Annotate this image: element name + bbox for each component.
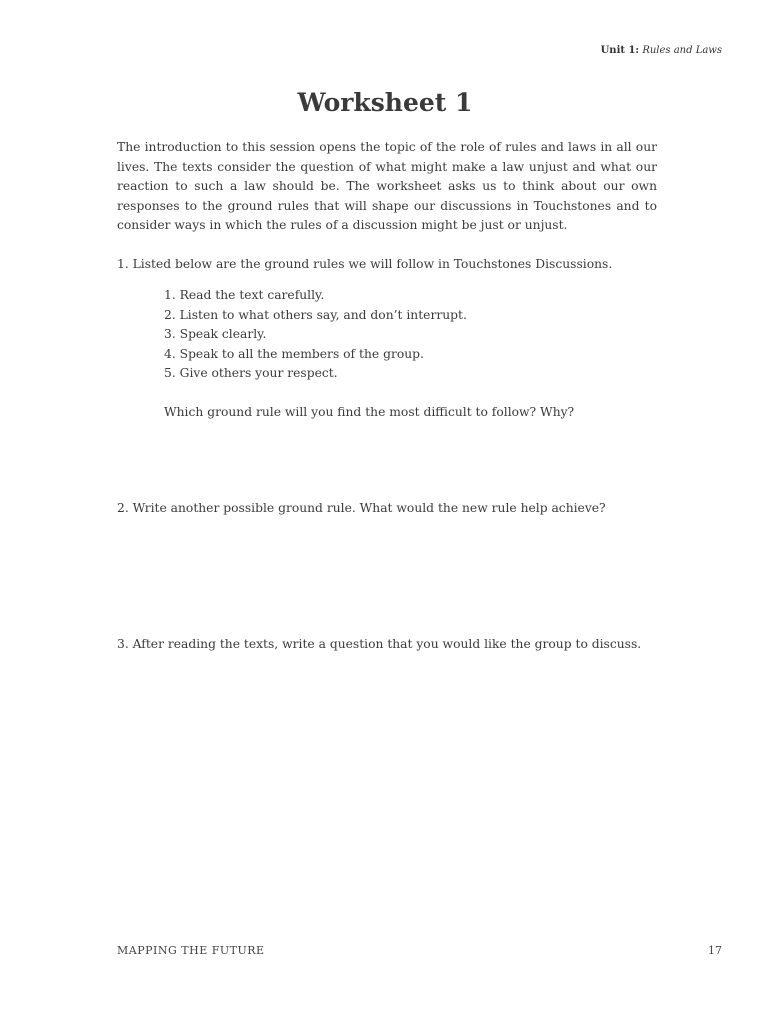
question-1-followup: Which ground rule will you find the most difficult to follow? Why? [164,405,575,419]
running-head [601,45,722,56]
page-title: Worksheet 1 [297,88,473,117]
ground-rule-item: 3. Speak clearly. [164,327,267,341]
intro-paragraph: The introduction to this session opens the topic of the role of rules and laws in all our lives. The texts consider the question of what might make a law unjust and what our reaction to such a law should be. The worksheet asks us to think about our own responses to the ground rules that will shape our discussions in Touchstones and to consider ways in which the rules of a discussion might be just or unjust. [117,140,657,232]
footer-book-title: MAPPING THE FUTURE [117,944,265,957]
question-3: 3. After reading the texts, write a question that you would like the group to discuss. [117,637,642,651]
footer-page-number: 17 [708,944,722,957]
unit-title: Rules and Laws [642,45,722,56]
ground-rule-item: 1. Read the text carefully. [164,288,325,302]
ground-rules-list [164,286,467,384]
ground-rule-item: 2. Listen to what others say, and don’t interrupt. [164,307,467,322]
unit-label: Unit 1: [600,45,640,56]
question-2: 2. Write another possible ground rule. What would the new rule help achieve? [117,501,606,515]
question-1: 1. Listed below are the ground rules we will follow in Touchstones Discussions. [117,257,613,271]
ground-rule-item: 4. Speak to all the members of the group. [164,346,424,361]
ground-rule-item: 5. Give others your respect. [164,366,338,380]
